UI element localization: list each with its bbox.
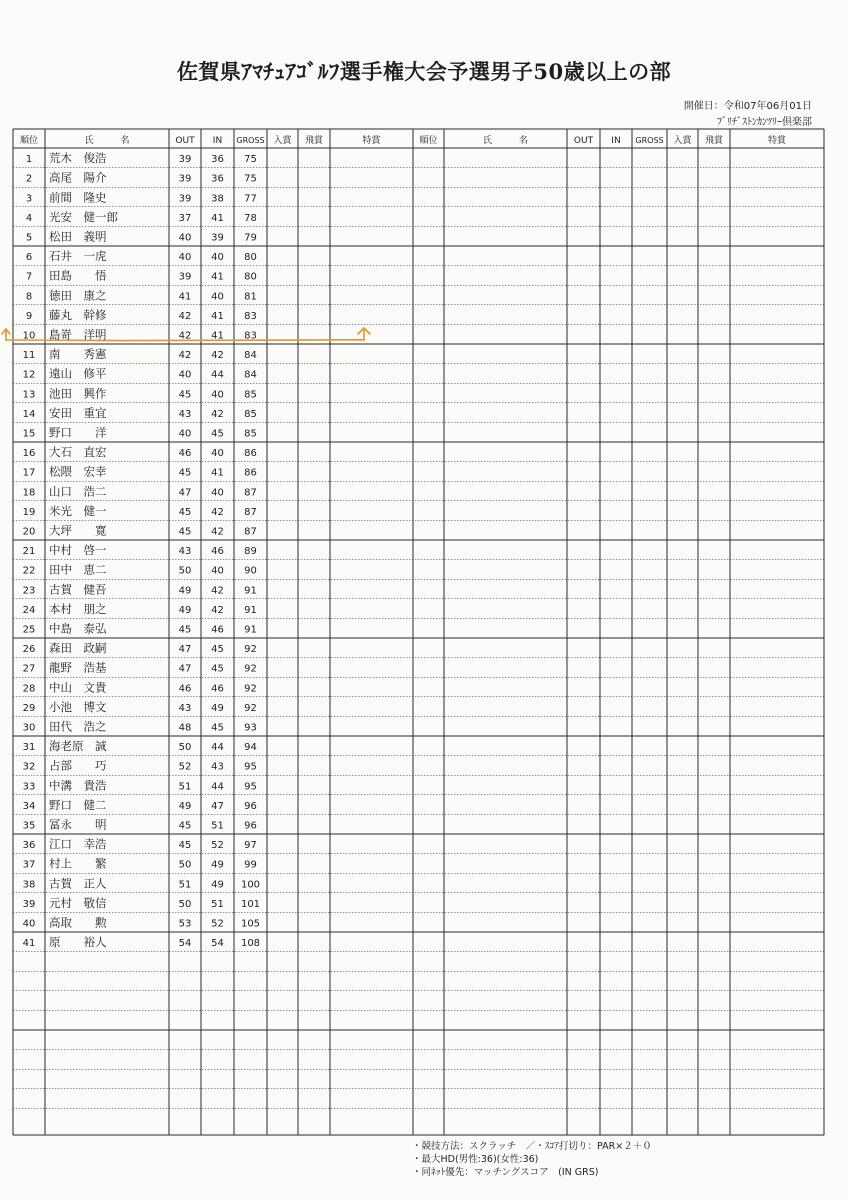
player-name-cell: 石井 一虎 <box>49 249 107 264</box>
in-score-cell: 45 <box>211 428 224 440</box>
rank-cell: 17 <box>22 467 36 479</box>
player-name-cell: 荒木 俊浩 <box>49 151 107 166</box>
in-score-cell: 51 <box>211 898 224 910</box>
gross-score-cell: 86 <box>244 448 257 460</box>
out-score-cell: 39 <box>178 173 192 185</box>
out-score-cell: 49 <box>178 585 192 597</box>
out-score-cell: 40 <box>178 252 192 264</box>
rank-cell: 20 <box>22 526 36 538</box>
player-name-cell: 中村 啓一 <box>49 543 107 558</box>
player-name-cell: 中溝 貴浩 <box>49 778 107 793</box>
gross-score-cell: 92 <box>244 644 257 656</box>
player-name-cell: 小池 博文 <box>49 699 107 714</box>
rank-cell: 15 <box>22 428 36 440</box>
gross-score-cell: 97 <box>244 840 257 852</box>
rank-cell: 1 <box>25 154 33 166</box>
out-score-cell: 43 <box>178 546 192 558</box>
in-score-cell: 41 <box>211 467 224 479</box>
in-score-cell: 46 <box>211 683 224 695</box>
player-name-cell: 森田 政嗣 <box>49 641 107 656</box>
gross-score-cell: 83 <box>244 310 257 322</box>
rank-cell: 24 <box>22 604 36 616</box>
player-name-cell: 野口 健二 <box>49 797 107 812</box>
gross-score-cell: 75 <box>244 154 257 166</box>
gross-score-cell: 94 <box>244 742 257 754</box>
out-score-cell: 39 <box>178 154 192 166</box>
in-score-cell: 44 <box>211 781 224 793</box>
player-name-cell: 南 秀憲 <box>49 347 107 362</box>
out-score-cell: 51 <box>178 781 192 793</box>
out-score-cell: 39 <box>178 271 192 283</box>
rank-cell: 21 <box>22 546 36 558</box>
gross-score-cell: 86 <box>244 467 257 479</box>
column-header-name: 氏 名 <box>482 136 529 146</box>
out-score-cell: 42 <box>178 310 192 322</box>
competition-notes <box>412 1140 652 1179</box>
in-score-cell: 52 <box>211 840 224 852</box>
gross-score-cell: 91 <box>244 624 257 636</box>
in-score-cell: 54 <box>211 938 224 950</box>
rank-cell: 13 <box>22 389 36 401</box>
in-score-cell: 41 <box>211 212 224 224</box>
rank-cell: 4 <box>25 212 33 224</box>
in-score-cell: 40 <box>211 565 224 577</box>
in-score-cell: 47 <box>211 800 224 812</box>
rank-cell: 32 <box>22 761 36 773</box>
out-score-cell: 45 <box>178 506 192 518</box>
in-score-cell: 40 <box>211 389 224 401</box>
gross-score-cell: 90 <box>244 565 257 577</box>
player-name-cell: 村上 繁 <box>49 856 107 871</box>
rank-cell: 3 <box>25 193 33 205</box>
out-score-cell: 39 <box>178 193 192 205</box>
in-score-cell: 46 <box>211 624 224 636</box>
rank-cell: 39 <box>22 898 36 910</box>
column-header-special: 特賞 <box>362 136 381 146</box>
gross-score-cell: 96 <box>244 820 257 832</box>
player-name-cell: 松隈 宏幸 <box>49 464 107 479</box>
out-score-cell: 47 <box>178 644 192 656</box>
rank-cell: 33 <box>22 781 36 793</box>
in-score-cell: 41 <box>211 310 224 322</box>
rank-cell: 34 <box>22 800 36 812</box>
player-name-cell: 野口 洋 <box>49 425 107 440</box>
gross-score-cell: 95 <box>244 781 257 793</box>
gross-score-cell: 85 <box>244 428 257 440</box>
out-score-cell: 43 <box>178 702 192 714</box>
player-name-cell: 山口 浩二 <box>49 484 107 499</box>
player-name-cell: 徳田 康之 <box>49 288 107 303</box>
gross-score-cell: 75 <box>244 173 257 185</box>
gross-score-cell: 80 <box>244 271 257 283</box>
in-score-cell: 36 <box>211 173 224 185</box>
out-score-cell: 50 <box>178 742 192 754</box>
out-score-cell: 50 <box>178 859 192 871</box>
rank-cell: 10 <box>22 330 36 342</box>
rank-cell: 18 <box>22 487 36 499</box>
out-score-cell: 42 <box>178 350 192 362</box>
out-score-cell: 53 <box>178 918 192 930</box>
gross-score-cell: 89 <box>244 546 257 558</box>
out-score-cell: 46 <box>178 448 192 460</box>
out-score-cell: 45 <box>178 840 192 852</box>
gross-score-cell: 92 <box>244 683 257 695</box>
column-header-flying: 飛賞 <box>704 136 724 146</box>
gross-score-cell: 84 <box>244 350 257 362</box>
column-header-gross: GROSS <box>236 136 265 145</box>
page-title: 佐賀県ｱﾏﾁｭｱｺﾞﾙﾌ選手権大会予選男子50歳以上の部 <box>176 59 672 84</box>
gross-score-cell: 87 <box>244 487 257 499</box>
gross-score-cell: 79 <box>244 232 257 244</box>
in-score-cell: 41 <box>211 271 224 283</box>
out-score-cell: 40 <box>178 428 192 440</box>
player-name-cell: 占部 巧 <box>49 758 107 773</box>
out-score-cell: 52 <box>178 761 192 773</box>
player-name-cell: 高尾 陽介 <box>49 170 107 185</box>
column-header-in: IN <box>212 136 223 146</box>
rank-cell: 11 <box>22 350 36 362</box>
rank-cell: 38 <box>22 879 36 891</box>
rank-cell: 14 <box>22 408 36 420</box>
in-score-cell: 41 <box>211 330 224 342</box>
note-line: ・最大HD(男性:36)(女性:36) <box>412 1154 539 1165</box>
player-name-cell: 田島 悟 <box>49 268 107 283</box>
gross-score-cell: 101 <box>240 898 261 910</box>
in-score-cell: 40 <box>211 448 224 460</box>
rank-cell: 27 <box>22 663 36 675</box>
rank-cell: 36 <box>22 840 36 852</box>
rank-cell: 5 <box>25 232 33 244</box>
player-name-cell: 松田 義明 <box>49 229 107 244</box>
player-name-cell: 元村 敬信 <box>49 895 107 910</box>
gross-score-cell: 105 <box>240 918 261 930</box>
player-name-cell: 中島 泰弘 <box>49 621 107 636</box>
in-score-cell: 42 <box>211 585 224 597</box>
out-score-cell: 45 <box>178 820 192 832</box>
gross-score-cell: 77 <box>244 193 257 205</box>
gross-score-cell: 78 <box>244 212 257 224</box>
in-score-cell: 45 <box>211 722 224 734</box>
out-score-cell: 50 <box>178 898 192 910</box>
in-score-cell: 46 <box>211 546 224 558</box>
player-name-cell: 前間 隆史 <box>49 190 107 205</box>
gross-score-cell: 87 <box>244 506 257 518</box>
gross-score-cell: 95 <box>244 761 257 773</box>
in-score-cell: 40 <box>211 487 224 499</box>
column-header-name: 氏 名 <box>84 136 130 146</box>
rank-cell: 19 <box>22 506 36 518</box>
gross-score-cell: 108 <box>240 938 261 950</box>
in-score-cell: 45 <box>211 663 224 675</box>
gross-score-cell: 91 <box>244 604 257 616</box>
note-line: ・同ﾈｯﾄ優先：マッチングスコア (IN GRS) <box>412 1167 599 1178</box>
gross-score-cell: 96 <box>244 800 257 812</box>
rank-cell: 41 <box>22 938 36 950</box>
rank-cell: 25 <box>22 624 36 636</box>
out-score-cell: 49 <box>178 800 192 812</box>
player-name-cell: 原 裕人 <box>49 935 107 950</box>
rank-cell: 30 <box>22 722 36 734</box>
column-header-prize: 入賞 <box>673 136 692 146</box>
cutoff-stroke <box>6 340 364 341</box>
in-score-cell: 42 <box>211 506 224 518</box>
rank-cell: 6 <box>25 252 33 264</box>
gross-score-cell: 92 <box>244 663 257 675</box>
column-header-special: 特賞 <box>767 136 787 146</box>
column-header-prize: 入賞 <box>273 136 292 146</box>
gross-score-cell: 99 <box>244 859 257 871</box>
in-score-cell: 44 <box>211 369 224 381</box>
in-score-cell: 52 <box>211 918 224 930</box>
column-header-rank: 順位 <box>19 136 39 146</box>
in-score-cell: 42 <box>211 350 224 362</box>
column-header-gross: GROSS <box>635 136 664 145</box>
player-name-cell: 本村 朋之 <box>49 601 107 616</box>
in-score-cell: 36 <box>211 154 224 166</box>
out-score-cell: 37 <box>178 212 192 224</box>
in-score-cell: 38 <box>211 193 224 205</box>
in-score-cell: 51 <box>211 820 224 832</box>
out-score-cell: 51 <box>178 879 192 891</box>
player-name-cell: 大石 直宏 <box>49 445 107 460</box>
out-score-cell: 40 <box>178 369 192 381</box>
rank-cell: 31 <box>22 742 36 754</box>
player-name-cell: 龍野 浩基 <box>49 660 107 675</box>
gross-score-cell: 80 <box>244 252 257 264</box>
column-header-out: OUT <box>175 136 195 146</box>
rank-cell: 28 <box>22 683 36 695</box>
rank-cell: 26 <box>22 644 36 656</box>
out-score-cell: 50 <box>178 565 192 577</box>
player-name-cell: 冨永 明 <box>49 817 107 832</box>
out-score-cell: 46 <box>178 683 192 695</box>
player-name-cell: 田中 恵二 <box>49 562 107 577</box>
gross-score-cell: 85 <box>244 408 257 420</box>
in-score-cell: 49 <box>211 859 224 871</box>
out-score-cell: 45 <box>178 467 192 479</box>
gross-score-cell: 83 <box>244 330 257 342</box>
rank-cell: 23 <box>22 585 36 597</box>
out-score-cell: 45 <box>178 526 192 538</box>
rank-cell: 12 <box>22 369 36 381</box>
out-score-cell: 54 <box>178 938 192 950</box>
column-header-out: OUT <box>573 136 594 146</box>
out-score-cell: 45 <box>178 624 192 636</box>
player-name-cell: 田代 浩之 <box>49 719 107 734</box>
gross-score-cell: 93 <box>244 722 257 734</box>
column-header-rank: 順位 <box>419 136 438 146</box>
player-name-cell: 米光 健一 <box>49 503 107 518</box>
in-score-cell: 39 <box>211 232 224 244</box>
column-header-in: IN <box>611 136 621 146</box>
venue-name: ﾌﾞﾘﾁﾞｽﾄﾝｶﾝﾂﾘｰ倶楽部 <box>717 117 812 128</box>
out-score-cell: 40 <box>178 232 192 244</box>
rank-cell: 9 <box>25 310 33 322</box>
out-score-cell: 47 <box>178 663 192 675</box>
player-name-cell: 中山 文貴 <box>49 680 107 695</box>
out-score-cell: 47 <box>178 487 192 499</box>
gross-score-cell: 91 <box>244 585 257 597</box>
player-name-cell: 大坪 寛 <box>49 523 107 538</box>
out-score-cell: 48 <box>178 722 192 734</box>
rank-cell: 35 <box>22 820 36 832</box>
player-name-cell: 島嵜 洋明 <box>49 327 107 342</box>
gross-score-cell: 92 <box>244 702 257 714</box>
player-name-cell: 安田 重宜 <box>49 405 107 420</box>
player-name-cell: 遠山 修平 <box>49 366 107 381</box>
out-score-cell: 41 <box>178 291 192 303</box>
in-score-cell: 42 <box>211 526 224 538</box>
event-date: 開催日：令和07年06月01日 <box>683 101 812 112</box>
rank-cell: 22 <box>22 565 36 577</box>
gross-score-cell: 85 <box>244 389 257 401</box>
rank-cell: 16 <box>22 448 36 460</box>
rank-cell: 7 <box>25 271 33 283</box>
player-name-cell: 光安 健一郎 <box>49 209 118 224</box>
rank-cell: 8 <box>25 291 33 303</box>
player-name-cell: 江口 幸浩 <box>49 837 107 852</box>
player-name-cell: 高取 勲 <box>49 915 107 930</box>
out-score-cell: 49 <box>178 604 192 616</box>
in-score-cell: 40 <box>211 252 224 264</box>
player-name-cell: 海老原 誠 <box>49 739 107 754</box>
player-name-cell: 池田 興作 <box>49 386 107 401</box>
rank-cell: 40 <box>22 918 36 930</box>
in-score-cell: 40 <box>211 291 224 303</box>
player-name-cell: 古賀 正人 <box>49 876 107 891</box>
gross-score-cell: 81 <box>244 291 257 303</box>
gross-score-cell: 84 <box>244 369 257 381</box>
gross-score-cell: 100 <box>240 879 261 891</box>
in-score-cell: 49 <box>211 879 224 891</box>
gross-score-cell: 87 <box>244 526 257 538</box>
in-score-cell: 49 <box>211 702 224 714</box>
out-score-cell: 45 <box>178 389 192 401</box>
in-score-cell: 44 <box>211 742 224 754</box>
column-header-flying: 飛賞 <box>304 136 324 146</box>
rank-cell: 2 <box>25 173 33 185</box>
out-score-cell: 42 <box>178 330 192 342</box>
in-score-cell: 42 <box>211 408 224 420</box>
player-name-cell: 古賀 健吾 <box>49 582 107 597</box>
in-score-cell: 42 <box>211 604 224 616</box>
player-name-cell: 藤丸 幹修 <box>49 307 107 322</box>
out-score-cell: 43 <box>178 408 192 420</box>
rank-cell: 29 <box>22 702 36 714</box>
in-score-cell: 43 <box>211 761 224 773</box>
in-score-cell: 45 <box>211 644 224 656</box>
note-line: ・競技方法：スクラッチ ／・ｽｺｱ打切り：PAR×２＋０ <box>412 1141 652 1152</box>
rank-cell: 37 <box>22 859 36 871</box>
